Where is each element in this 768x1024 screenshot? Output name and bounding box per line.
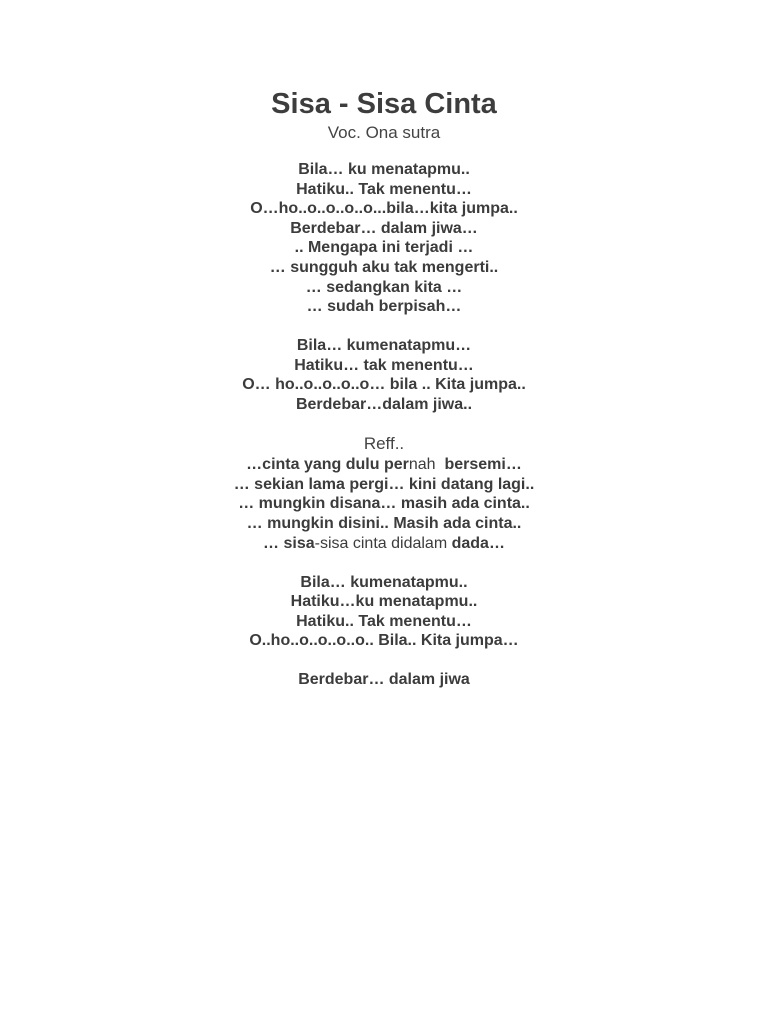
stanza (0, 670, 768, 690)
vocalist-line: Voc. Ona sutra (327, 123, 441, 142)
lyric-line (0, 494, 768, 514)
lyric-line (0, 455, 768, 475)
lyrics-body (0, 160, 768, 690)
lyric-segment: Hatiku.. Tak menentu… (296, 612, 472, 630)
lyric-segment: nah (408, 456, 436, 474)
lyric-line (0, 258, 768, 278)
lyric-segment: Hatiku… tak menentu… (294, 356, 474, 374)
lyric-segment: O…ho..o..o..o..o...bila…kita jumpa.. (250, 200, 518, 218)
lyric-line (0, 160, 768, 180)
lyric-line (0, 238, 768, 258)
lyric-segment: Berdebar… dalam jiwa (298, 671, 470, 689)
stanza (0, 336, 768, 414)
lyric-segment: O..ho..o..o..o..o.. Bila.. Kita jumpa… (249, 632, 519, 650)
lyric-segment: … sekian lama pergi… kini datang lagi.. (233, 475, 535, 493)
lyric-segment: Berdebar…dalam jiwa.. (295, 396, 473, 414)
lyric-line (0, 375, 768, 395)
lyric-segment: Bila… ku menatapmu.. (298, 161, 470, 178)
lyric-segment: Hatiku…ku menatapmu.. (290, 593, 478, 611)
lyric-line (0, 278, 768, 298)
lyric-line (0, 534, 768, 554)
lyric-segment: O… ho..o..o..o..o… bila .. Kita jumpa.. (242, 376, 526, 394)
lyric-segment: -sisa cinta didalam (314, 534, 452, 552)
lyric-line (0, 670, 768, 690)
song-title: Sisa - Sisa Cinta (271, 88, 497, 120)
lyric-segment: Berdebar… dalam jiwa… (290, 219, 478, 237)
lyric-line (0, 573, 768, 593)
lyric-segment: bersemi… (435, 456, 522, 474)
lyric-line (0, 631, 768, 651)
lyric-segment: … mungkin disini.. Masih ada cinta.. (246, 514, 522, 532)
lyric-line (0, 180, 768, 200)
lyric-segment: …cinta yang dulu per (246, 456, 409, 474)
lyric-line (0, 592, 768, 612)
lyric-segment: Bila… kumenatapmu… (296, 337, 472, 355)
lyric-line (0, 514, 768, 534)
lyric-segment: … sungguh aku tak mengerti.. (269, 258, 499, 276)
section-label: Reff.. (363, 434, 405, 454)
lyric-segment: dada… (451, 534, 505, 552)
lyric-segment: … sudah berpisah… (306, 298, 462, 316)
lyric-line (0, 336, 768, 356)
lyric-segment: Bila… kumenatapmu.. (300, 573, 468, 591)
lyric-segment: Hatiku.. Tak menentu… (296, 180, 472, 198)
lyric-line (0, 219, 768, 239)
stanza (0, 573, 768, 651)
stanza (0, 434, 768, 553)
stanza (0, 160, 768, 317)
lyric-segment: … sisa (263, 534, 315, 552)
lyric-line (0, 475, 768, 495)
lyric-line (0, 297, 768, 317)
lyric-line (0, 199, 768, 219)
lyric-segment: … mungkin disana… masih ada cinta.. (238, 495, 530, 513)
lyric-line (0, 612, 768, 632)
lyric-line (0, 356, 768, 376)
lyric-line (0, 395, 768, 415)
lyric-segment: .. Mengapa ini terjadi … (294, 239, 474, 257)
lyric-segment: … sedangkan kita … (305, 278, 463, 296)
